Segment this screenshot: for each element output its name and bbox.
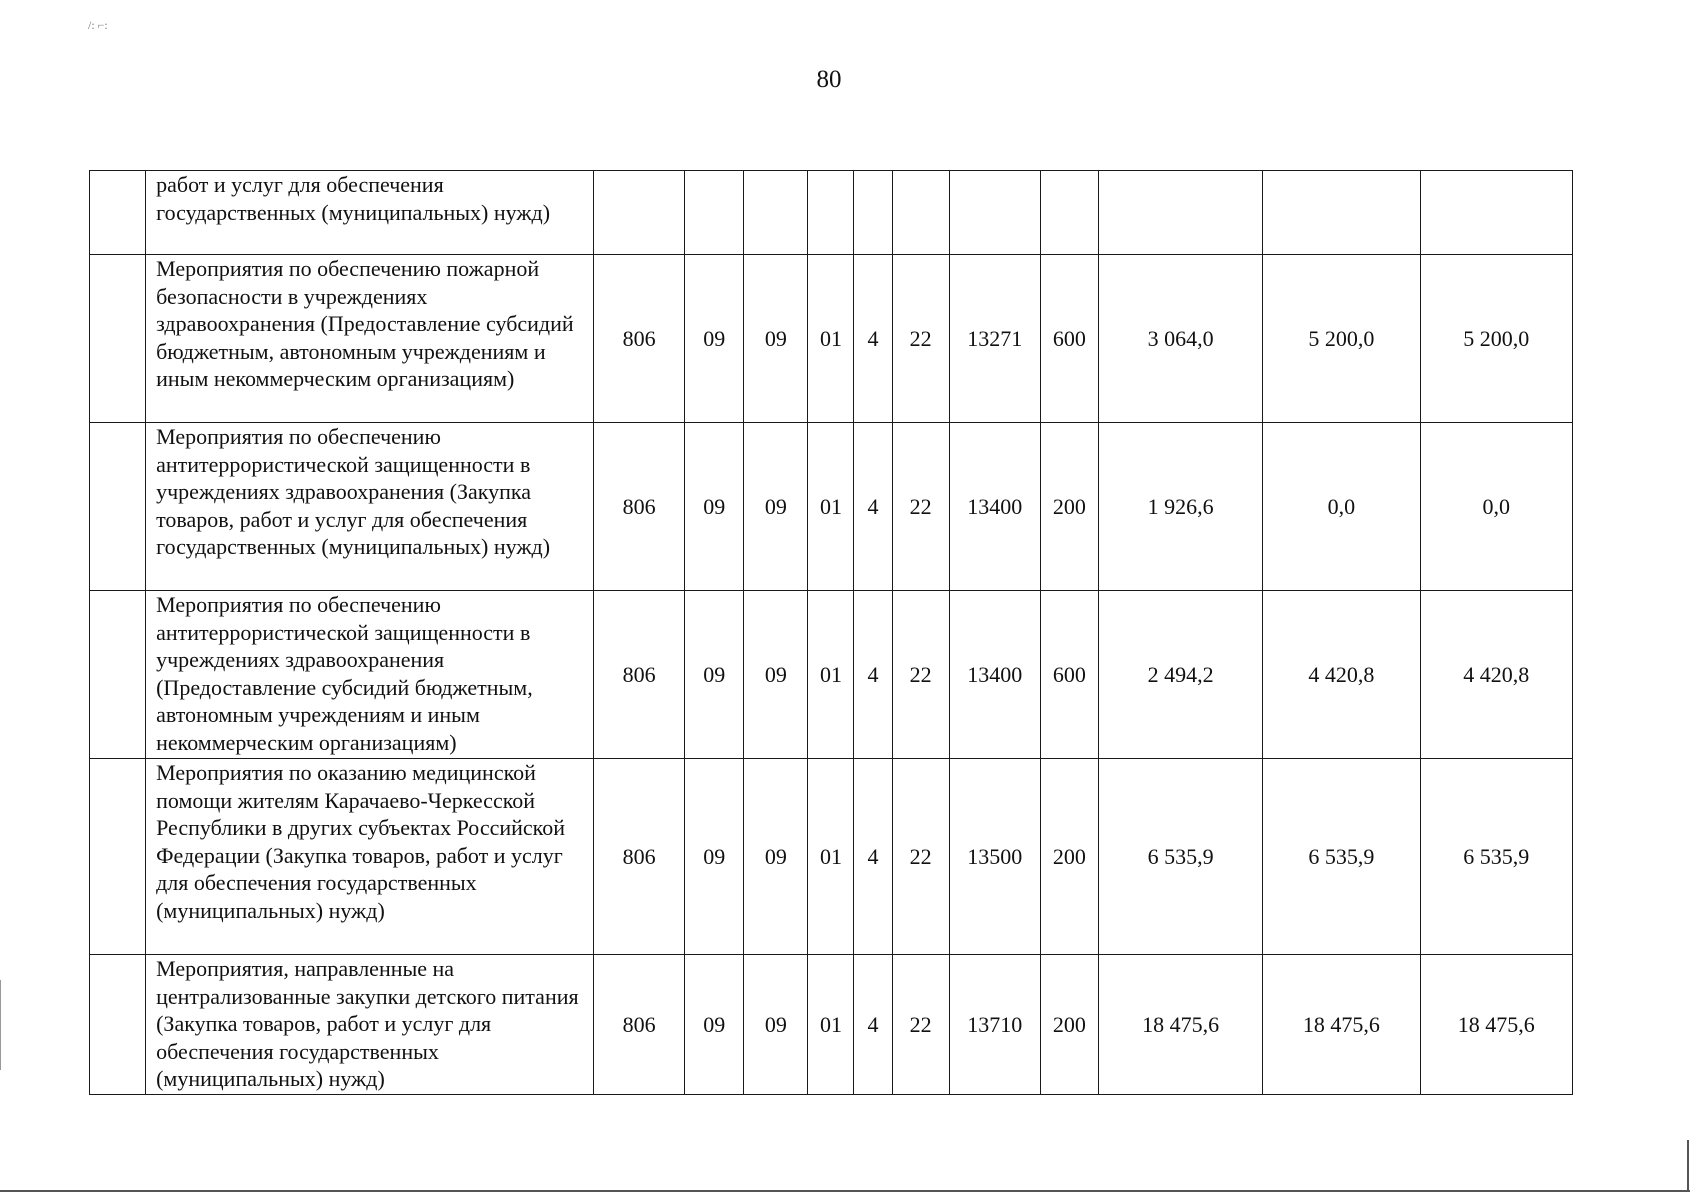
description-cell: Мероприятия по обеспечению пожарной безопасности в учреждениях здравоохранения (Предоставление субсидий бюджетным, автономным учреждениям и иным некоммерческим организациям) xyxy=(146,255,594,423)
subsection-cell: 09 xyxy=(744,955,808,1095)
direction-code-cell: 13400 xyxy=(949,591,1040,759)
direction-code-cell: 13500 xyxy=(949,759,1040,955)
subsection-cell: 09 xyxy=(744,759,808,955)
amount-year1-cell xyxy=(1098,171,1262,255)
expense-type-cell: 200 xyxy=(1040,423,1098,591)
subprogram-cell: 22 xyxy=(892,955,949,1095)
amount-year3-cell: 4 420,8 xyxy=(1420,591,1572,759)
program-cell: 01 xyxy=(808,759,854,955)
section-cell: 09 xyxy=(685,255,744,423)
amount-year1-cell: 6 535,9 xyxy=(1098,759,1262,955)
program-type-cell: 4 xyxy=(854,591,892,759)
subsection-cell: 09 xyxy=(744,423,808,591)
ministry-code-cell: 806 xyxy=(594,591,685,759)
amount-year3-cell: 18 475,6 xyxy=(1420,955,1572,1095)
amount-year3-cell: 6 535,9 xyxy=(1420,759,1572,955)
ministry-code-cell: 806 xyxy=(594,759,685,955)
scan-edge-bottom xyxy=(0,1190,1690,1192)
amount-year3-cell: 0,0 xyxy=(1420,423,1572,591)
row-index-cell xyxy=(90,171,146,255)
program-type-cell: 4 xyxy=(854,955,892,1095)
description-cell: Мероприятия по оказанию медицинской помощи жителям Карачаево-Черкесской Республики в других субъектах Российской Федерации (Закупка товаров, работ и услуг для обеспечения государственных (муниципальных) нужд) xyxy=(146,759,594,955)
table-row xyxy=(90,171,1573,255)
ministry-code-cell xyxy=(594,171,685,255)
direction-code-cell: 13710 xyxy=(949,955,1040,1095)
subprogram-cell: 22 xyxy=(892,255,949,423)
direction-code-cell: 13271 xyxy=(949,255,1040,423)
amount-year3-cell xyxy=(1420,171,1572,255)
ministry-code-cell: 806 xyxy=(594,955,685,1095)
expense-type-cell: 600 xyxy=(1040,255,1098,423)
description-cell: Мероприятия, направленные на централизованные закупки детского питания (Закупка товаров, работ и услуг для обеспечения государственных (муниципальных) нужд) xyxy=(146,955,594,1095)
amount-year2-cell: 0,0 xyxy=(1263,423,1420,591)
scan-edge-right xyxy=(1687,1140,1689,1190)
corner-mark: /: ⌐: xyxy=(88,18,108,32)
table-row xyxy=(90,255,1573,423)
program-type-cell xyxy=(854,171,892,255)
scan-edge-left xyxy=(0,980,1,1070)
expense-type-cell: 200 xyxy=(1040,955,1098,1095)
table-row xyxy=(90,591,1573,759)
description-cell: Мероприятия по обеспечению антитеррористической защищенности в учреждениях здравоохранения (Предоставление субсидий бюджетным, автономным учреждениям и иным некоммерческим организациям) xyxy=(146,591,594,759)
amount-year1-cell: 1 926,6 xyxy=(1098,423,1262,591)
ministry-code-cell: 806 xyxy=(594,423,685,591)
ministry-code-cell: 806 xyxy=(594,255,685,423)
amount-year3-cell: 5 200,0 xyxy=(1420,255,1572,423)
budget-table xyxy=(89,170,1573,1095)
program-cell: 01 xyxy=(808,255,854,423)
amount-year1-cell: 3 064,0 xyxy=(1098,255,1262,423)
page-number: 80 xyxy=(816,66,842,93)
program-cell: 01 xyxy=(808,591,854,759)
subprogram-cell: 22 xyxy=(892,591,949,759)
description-cell: Мероприятия по обеспечению антитеррористической защищенности в учреждениях здравоохранения (Закупка товаров, работ и услуг для обеспечения государственных (муниципальных) нужд) xyxy=(146,423,594,591)
table-row xyxy=(90,955,1573,1095)
section-cell: 09 xyxy=(685,955,744,1095)
subprogram-cell xyxy=(892,171,949,255)
row-index-cell xyxy=(90,759,146,955)
program-type-cell: 4 xyxy=(854,255,892,423)
amount-year2-cell: 18 475,6 xyxy=(1263,955,1420,1095)
expense-type-cell: 200 xyxy=(1040,759,1098,955)
amount-year2-cell: 5 200,0 xyxy=(1263,255,1420,423)
expense-type-cell: 600 xyxy=(1040,591,1098,759)
program-type-cell: 4 xyxy=(854,423,892,591)
table-row xyxy=(90,759,1573,955)
subsection-cell: 09 xyxy=(744,255,808,423)
program-cell: 01 xyxy=(808,955,854,1095)
expense-type-cell xyxy=(1040,171,1098,255)
row-index-cell xyxy=(90,423,146,591)
row-index-cell xyxy=(90,591,146,759)
subprogram-cell: 22 xyxy=(892,423,949,591)
amount-year1-cell: 18 475,6 xyxy=(1098,955,1262,1095)
description-cell: работ и услуг для обеспечения государственных (муниципальных) нужд) xyxy=(146,171,594,255)
program-type-cell: 4 xyxy=(854,759,892,955)
section-cell: 09 xyxy=(685,423,744,591)
amount-year1-cell: 2 494,2 xyxy=(1098,591,1262,759)
subprogram-cell: 22 xyxy=(892,759,949,955)
program-cell xyxy=(808,171,854,255)
row-index-cell xyxy=(90,955,146,1095)
section-cell: 09 xyxy=(685,759,744,955)
direction-code-cell: 13400 xyxy=(949,423,1040,591)
subsection-cell xyxy=(744,171,808,255)
table-row xyxy=(90,423,1573,591)
section-cell: 09 xyxy=(685,591,744,759)
amount-year2-cell xyxy=(1263,171,1420,255)
subsection-cell: 09 xyxy=(744,591,808,759)
amount-year2-cell: 6 535,9 xyxy=(1263,759,1420,955)
section-cell xyxy=(685,171,744,255)
row-index-cell xyxy=(90,255,146,423)
direction-code-cell xyxy=(949,171,1040,255)
program-cell: 01 xyxy=(808,423,854,591)
amount-year2-cell: 4 420,8 xyxy=(1263,591,1420,759)
